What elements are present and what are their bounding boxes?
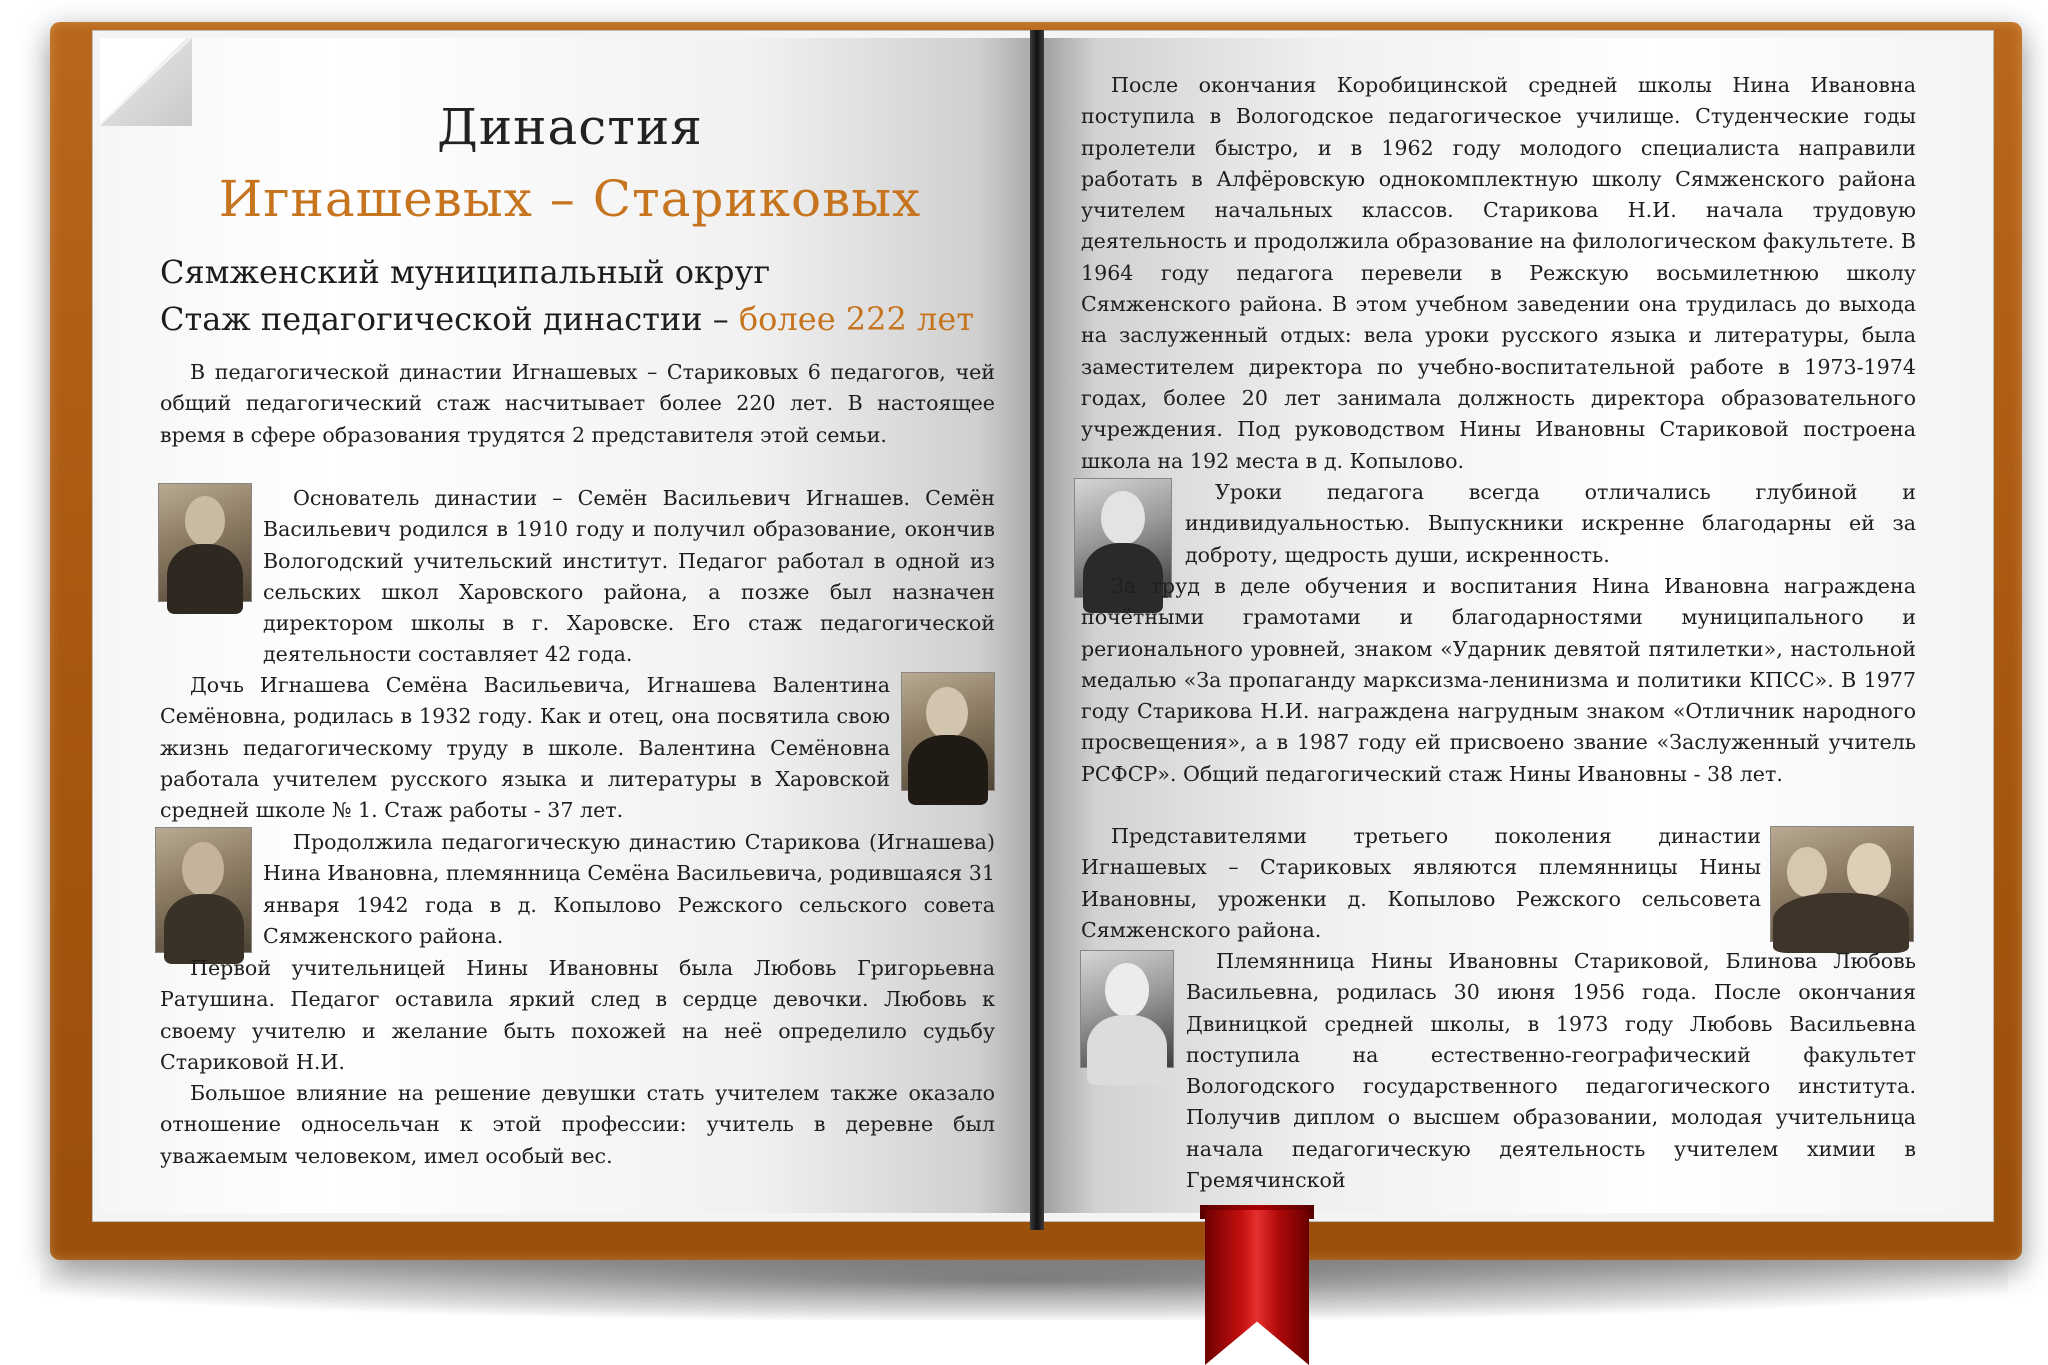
dynasty-experience bbox=[160, 300, 1010, 338]
title-line-2: Игнашевых – Стариковых bbox=[218, 170, 922, 228]
photo-figure bbox=[167, 544, 243, 614]
title-line-1: Династия bbox=[437, 98, 703, 156]
paragraph-first-teacher: Первой учительницей Нины Ивановны была Любовь Григорьевна Ратушина. Педагог оставила яркий след в сердце девочки. Любовь к своему учителю и желание быть похожей на неё определило судьбу Стариковой Н.И. bbox=[160, 956, 995, 1074]
photo-figures bbox=[1773, 893, 1909, 953]
paragraph-career: После окончания Коробицинской средней школы Нина Ивановна поступила в Вологодское педагогическое училище. Студенческие годы пролетели быстро, и в 1962 году молодого специалиста направили работать в Алфёровскую однокомплектную школу Сямженского района учителем начальных классов. Старикова Н.И. начала трудовую деятельность и продолжила образование на филологическом факультете. В 1964 году педагога перевели в Режскую восьмилетнюю школу Сямженского района. В этом учебном заведении она трудилась до выхода на заслуженный отдых: вела уроки русского языка и литературы, была заместителем директора по учебно-воспитательной работе в 1973-1974 годах, более 20 лет занимала должность директора образовательного учреждения. Под руководством Нины Ивановны Стариковой построена школа на 192 места в д. Копылово. bbox=[1081, 73, 1916, 473]
paragraph-intro: В педагогической династии Игнашевых – Стариковых 6 педагогов, чей общий педагогический стаж насчитывает более 220 лет. В настоящее время в сфере образования трудятся 2 представителя этой семьи. bbox=[160, 360, 995, 447]
photo-figure bbox=[908, 735, 988, 805]
photo-ignashev-semyon bbox=[158, 483, 252, 602]
photo-starikova-nina-young bbox=[155, 827, 252, 953]
photo-blinova-lyubov bbox=[1080, 950, 1174, 1068]
paragraph-daughter: Дочь Игнашева Семёна Васильевича, Игнашева Валентина Семёновна, родилась в 1932 году. Как и отец, она посвятила свою жизнь педагогическому труду в школе. Валентина Семёновна работала учителем русского языка и литературы в Харовской средней школе № 1. Стаж работы - 37 лет. bbox=[160, 673, 890, 823]
experience-value: более 222 лет bbox=[738, 300, 975, 338]
paragraph-nina-intro: Продолжила педагогическую династию Старикова (Игнашева) Нина Ивановна, племянница Семёна Васильевича, родившаяся 31 января 1942 года в д. Копылово Режского сельского совета Сямженского района. bbox=[263, 830, 995, 948]
photo-face bbox=[926, 687, 968, 739]
photo-face bbox=[1105, 963, 1149, 1017]
experience-label: Стаж педагогической династии – bbox=[160, 300, 739, 338]
paragraph-blinova: Племянница Нины Ивановны Стариковой, Блинова Любовь Васильевна, родилась 30 июня 1956 года. После окончания Двиницкой средней школы, в 1973 году Любовь Васильевна поступила на естественно-географический факультет Вологодского государственного педагогического института. Получив диплом о высшем образовании, молодая учительница начала педагогическую деятельность учителем химии в Гремячинской bbox=[1186, 949, 1916, 1193]
paragraph-founder: Основатель династии – Семён Васильевич Игнашев. Семён Васильевич родился в 1910 году и получил образование, окончив Вологодский учительский институт. Педагог работал в одной из сельских школ Харовского района, а позже был назначен директором школы в г. Харовске. Его стаж педагогической деятельности составляет 42 года. bbox=[263, 486, 995, 667]
photo-nieces bbox=[1770, 826, 1914, 942]
photo-face bbox=[1101, 491, 1145, 545]
photo-face-right bbox=[1847, 843, 1891, 897]
paragraph-awards: За труд в деле обучения и воспитания Нина Ивановна награждена почётными грамотами и благодарностями муниципального и регионального уровней, знаком «Ударник девятой пятилетки», настольной медалью «За пропаганду марксизма-ленинизма и политики КПСС». В 1977 году Старикова Н.И. награждена нагрудным знаком «Отличник народного просвещения», а в 1987 году ей присвоено звание «Заслуженный учитель РСФСР». Общий педагогический стаж Нины Ивановны - 38 лет. bbox=[1081, 574, 1916, 786]
district-name: Сямженский муниципальный округ bbox=[160, 253, 771, 291]
paragraph-lessons: Уроки педагога всегда отличались глубиной и индивидуальностью. Выпускники искренне благодарны ей за доброту, щедрость души, искренность. bbox=[1185, 480, 1916, 567]
photo-face bbox=[182, 842, 224, 896]
paragraph-third-generation: Представителями третьего поколения династии Игнашевых – Стариковых являются племянницы Нины Ивановны, уроженки д. Копылово Режского сельсовета Сямженского района. bbox=[1081, 824, 1761, 942]
photo-face bbox=[185, 496, 225, 546]
photo-face-left bbox=[1787, 847, 1827, 897]
bookmark-ribbon bbox=[1205, 1210, 1309, 1365]
paragraph-influence: Большое влияние на решение девушки стать учителем также оказало отношение односельчан к этой профессии: учитель в деревне был уважаемым человеком, имел особый вес. bbox=[160, 1081, 995, 1168]
photo-ignasheva-valentina bbox=[901, 672, 995, 791]
photo-figure bbox=[1087, 1015, 1167, 1085]
book-spine-gutter bbox=[1030, 30, 1044, 1230]
